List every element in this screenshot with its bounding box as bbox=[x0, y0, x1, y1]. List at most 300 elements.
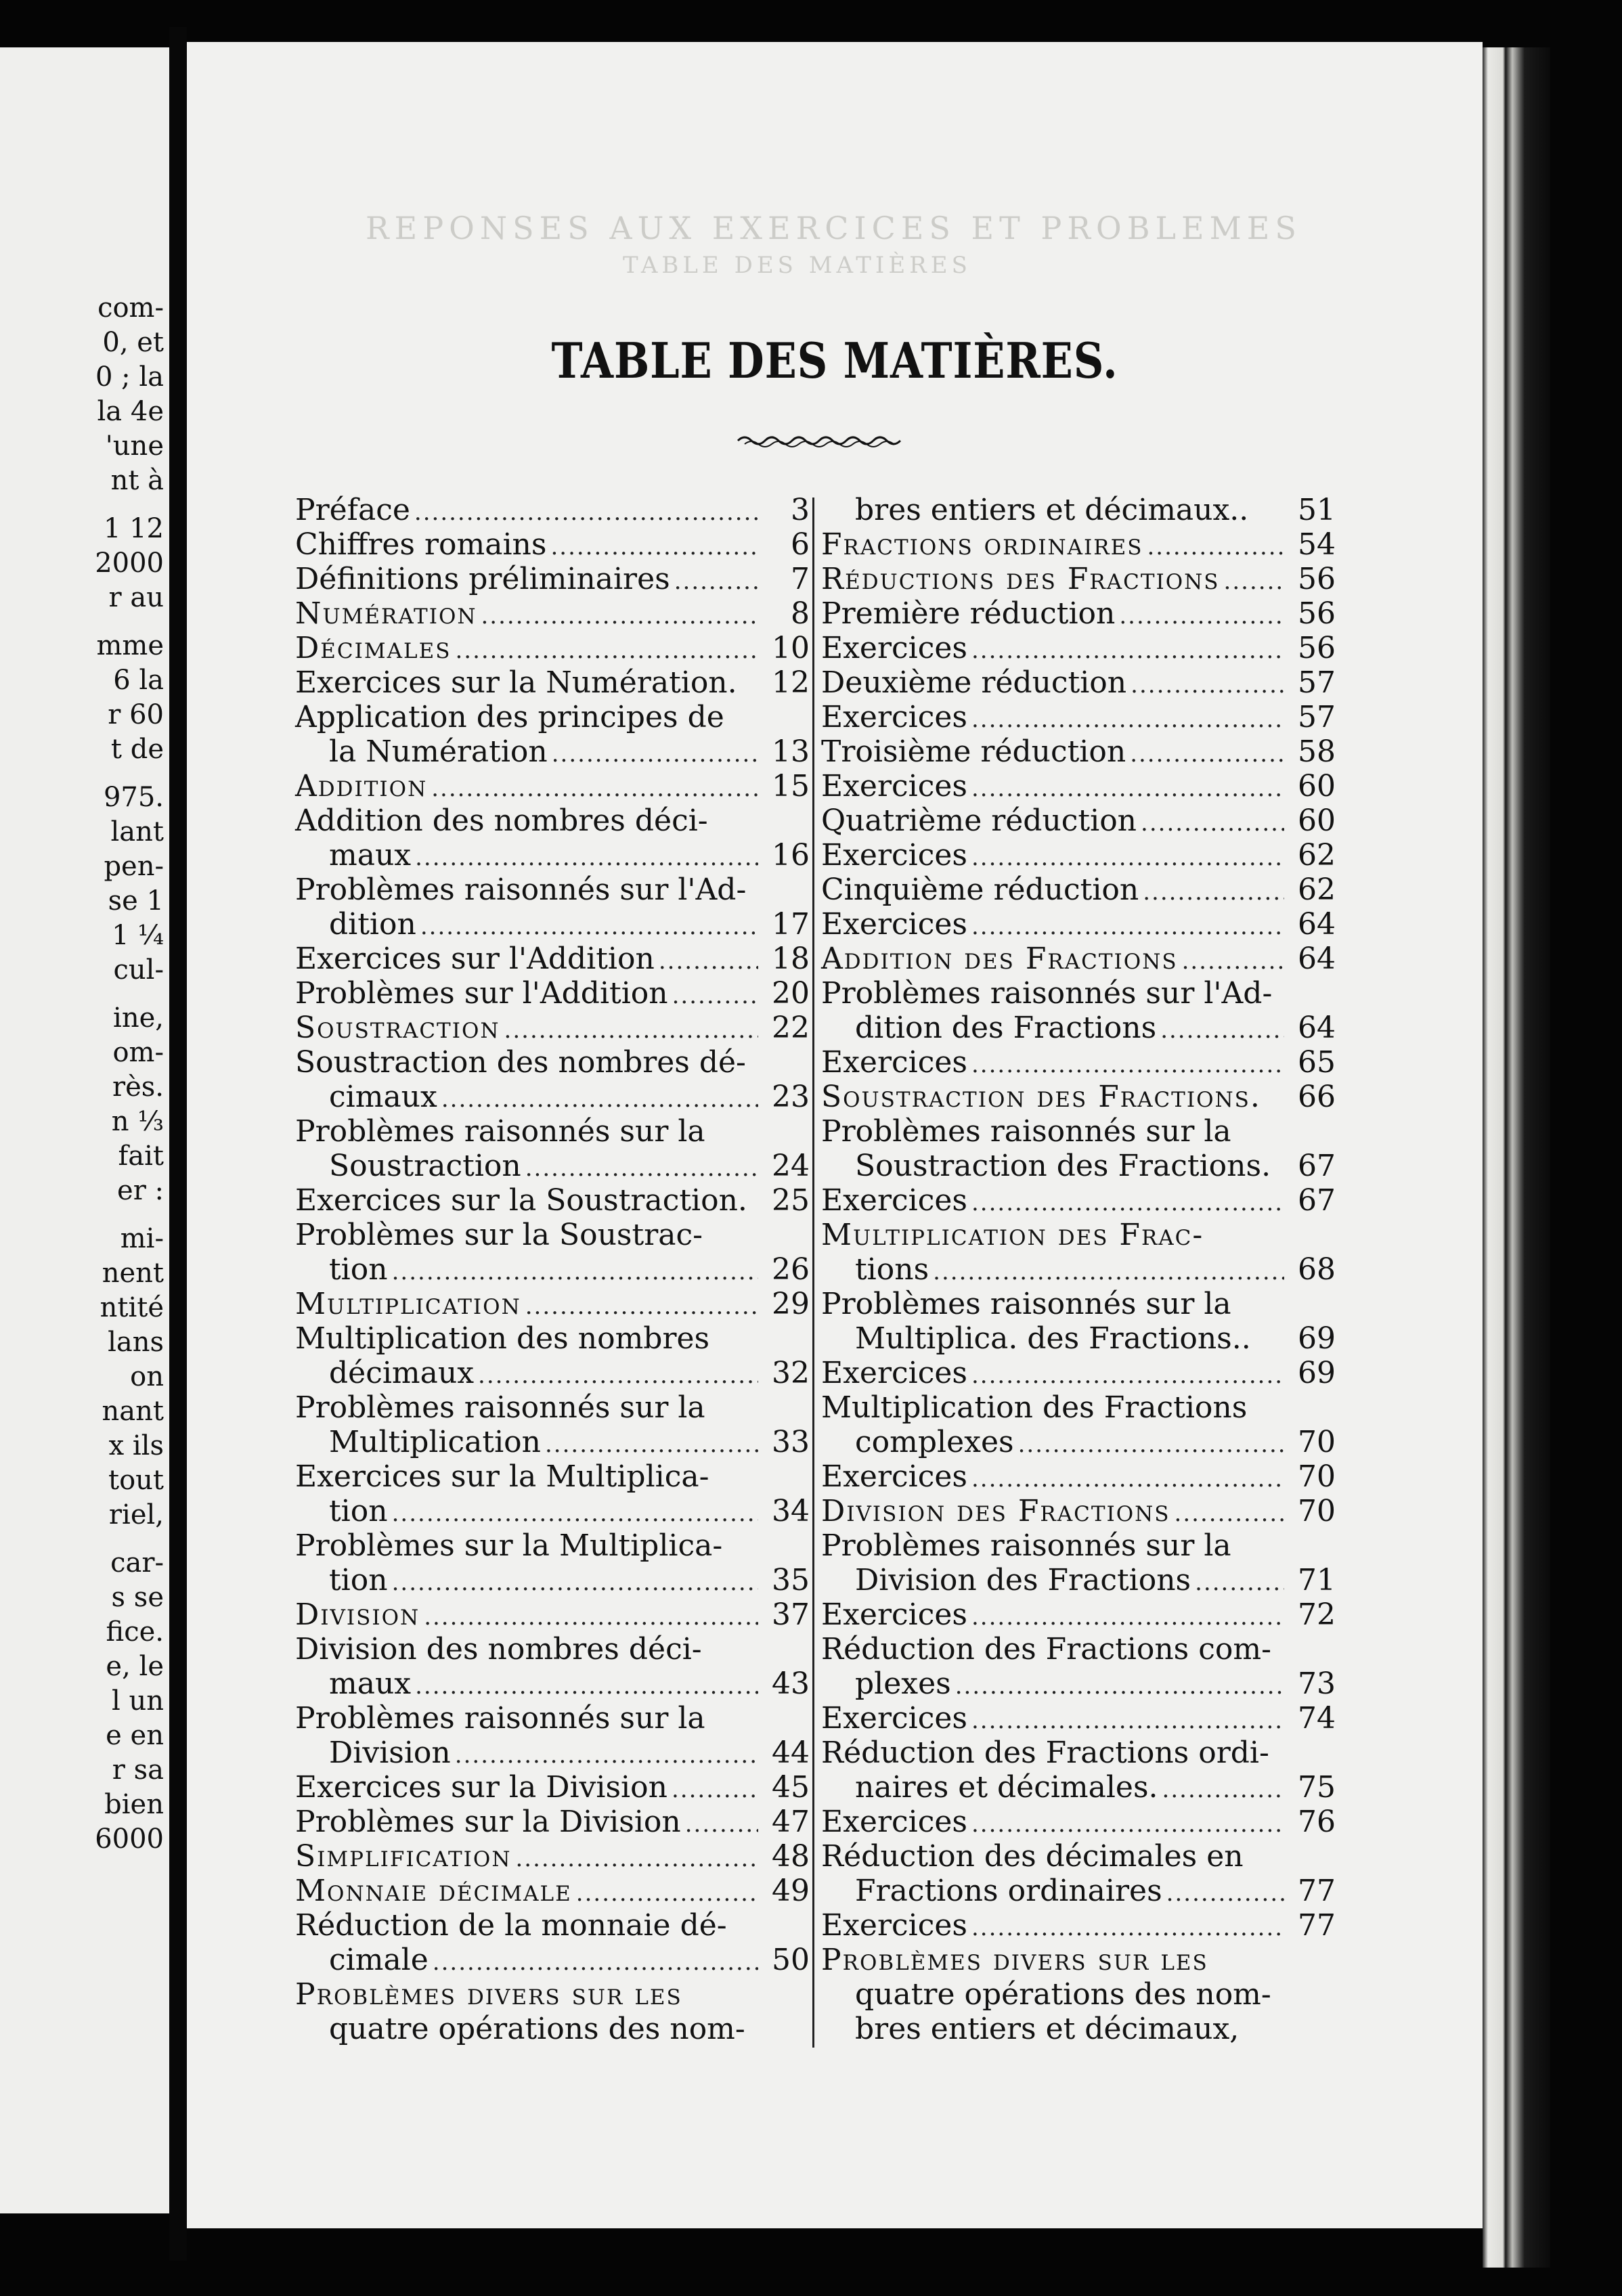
toc-entry bbox=[821, 1701, 1336, 1736]
facing-page-fragment: fait bbox=[118, 1141, 164, 1172]
toc-entry-title: Exercices bbox=[821, 1908, 967, 1943]
facing-page-fragment bbox=[15, 498, 164, 512]
toc-entry-title: tion bbox=[329, 1252, 388, 1287]
toc-entry-page-number: 64 bbox=[1298, 907, 1336, 942]
facing-page-fragment: r sa bbox=[112, 1754, 164, 1786]
toc-entry-page-number: 8 bbox=[791, 596, 810, 631]
toc-entry bbox=[295, 873, 810, 907]
toc-entry-page-number: 24 bbox=[772, 1149, 810, 1183]
toc-leader-dots bbox=[672, 979, 758, 1013]
toc-leader-dots bbox=[545, 1428, 758, 1462]
toc-entry-title: Exercices sur l'Addition bbox=[295, 942, 655, 976]
facing-page-fragment: l un bbox=[111, 1685, 164, 1717]
toc-entry-title: Multiplication des Frac- bbox=[821, 1218, 1204, 1252]
facing-page-fragment: 1 12 bbox=[103, 513, 164, 544]
toc-entry-page-number: 69 bbox=[1298, 1356, 1336, 1390]
toc-entry bbox=[821, 1149, 1336, 1183]
facing-page-fragment bbox=[15, 1532, 164, 1546]
facing-page-fragment: 1 ¼ bbox=[112, 920, 164, 951]
toc-entry bbox=[295, 493, 810, 527]
toc-entry bbox=[821, 1597, 1336, 1632]
toc-entry-page-number: 37 bbox=[772, 1597, 810, 1632]
facing-page-fragment: e en bbox=[106, 1720, 164, 1751]
toc-entry-title: Première réduction bbox=[821, 596, 1116, 631]
facing-page-fragment: nt à bbox=[110, 465, 164, 496]
toc-entry-title: bres entiers et décimaux, bbox=[855, 2012, 1240, 2046]
toc-entry bbox=[821, 1563, 1336, 1597]
facing-page-fragment: n ⅓ bbox=[111, 1106, 164, 1137]
toc-entry-page-number: 6 bbox=[791, 527, 810, 562]
toc-entry-page-number: 45 bbox=[772, 1770, 810, 1805]
toc-leader-dots bbox=[414, 495, 758, 530]
toc-entry bbox=[821, 1632, 1336, 1666]
facing-page-fragment: rès. bbox=[112, 1072, 164, 1103]
facing-page-fragment: er : bbox=[117, 1175, 164, 1206]
toc-entry-title: Problèmes raisonnés sur l'Ad- bbox=[295, 873, 747, 907]
toc-entry-title: Problèmes sur la Soustrac- bbox=[295, 1218, 703, 1252]
toc-entry-page-number: 74 bbox=[1298, 1701, 1336, 1736]
toc-entry-title: Préface bbox=[295, 493, 410, 527]
toc-entry-title: Exercices bbox=[821, 1701, 967, 1736]
toc-entry-page-number: 67 bbox=[1298, 1149, 1336, 1183]
toc-leader-dots bbox=[1018, 1428, 1284, 1462]
facing-page-fragment: se 1 bbox=[108, 885, 164, 917]
facing-page bbox=[0, 47, 169, 2213]
toc-entry-page-number: 3 bbox=[791, 493, 810, 527]
toc-entry bbox=[821, 1045, 1336, 1080]
toc-entry-page-number: 56 bbox=[1298, 596, 1336, 631]
facing-page-fragment: s se bbox=[111, 1582, 164, 1613]
toc-entry bbox=[295, 1045, 810, 1080]
toc-entry-page-number: 77 bbox=[1298, 1908, 1336, 1943]
toc-right-column bbox=[821, 493, 1336, 2046]
toc-entry-title: quatre opérations des nom- bbox=[329, 2012, 745, 2046]
toc-entry-page-number: 69 bbox=[1298, 1321, 1336, 1356]
toc-entry bbox=[821, 1874, 1336, 1908]
facing-page-fragment: 0 ; la bbox=[95, 361, 164, 393]
toc-entry-page-number: 25 bbox=[772, 1183, 810, 1218]
toc-leader-dots bbox=[515, 1842, 758, 1876]
toc-entry bbox=[821, 1114, 1336, 1149]
toc-entry-title: Addition des nombres déci- bbox=[295, 803, 708, 838]
toc-entry-title: Soustraction des nombres dé- bbox=[295, 1045, 746, 1080]
toc-entry bbox=[295, 803, 810, 838]
toc-entry-title: Exercices bbox=[821, 1183, 967, 1218]
toc-leader-dots bbox=[1195, 1566, 1284, 1600]
toc-entry-page-number: 23 bbox=[772, 1080, 810, 1114]
toc-entry bbox=[821, 1494, 1336, 1528]
toc-entry bbox=[295, 1908, 810, 1943]
facing-page-fragment: 6000 bbox=[95, 1824, 164, 1855]
toc-entry-page-number: 12 bbox=[772, 665, 810, 700]
toc-entry-title: Exercices bbox=[821, 1805, 967, 1839]
toc-entry-page-number: 64 bbox=[1298, 942, 1336, 976]
toc-entry-title: Multiplication des Fractions bbox=[821, 1390, 1248, 1425]
page-edge bbox=[1483, 47, 1550, 2268]
toc-entry bbox=[821, 1977, 1336, 2012]
toc-leader-dots bbox=[478, 1359, 758, 1393]
facing-page-fragment: mme bbox=[96, 630, 164, 661]
toc-entry bbox=[295, 1563, 810, 1597]
toc-entry-title: Soustraction bbox=[329, 1149, 521, 1183]
toc-entry-page-number: 76 bbox=[1298, 1805, 1336, 1839]
facing-page-fragment: bien bbox=[104, 1789, 164, 1820]
toc-entry bbox=[295, 1252, 810, 1287]
toc-leader-dots bbox=[481, 599, 759, 634]
toc-entry bbox=[295, 562, 810, 596]
facing-page-fragment: nant bbox=[102, 1396, 164, 1427]
toc-entry-page-number: 77 bbox=[1298, 1874, 1336, 1908]
toc-entry-title: Division des Fractions bbox=[855, 1563, 1191, 1597]
facing-page-fragment: on bbox=[130, 1361, 164, 1392]
toc-entry-title: Définitions préliminaires bbox=[295, 562, 670, 596]
facing-page-fragment: 6 la bbox=[113, 665, 164, 696]
toc-entry-title: Problèmes sur l'Addition bbox=[295, 976, 668, 1011]
facing-page-fragment: 'une bbox=[105, 430, 164, 462]
toc-entry-page-number: 70 bbox=[1298, 1494, 1336, 1528]
toc-leader-dots bbox=[1131, 668, 1284, 703]
toc-entry bbox=[821, 769, 1336, 803]
toc-entry-title: Exercices bbox=[821, 838, 967, 873]
toc-entry-page-number: 22 bbox=[772, 1011, 810, 1045]
toc-entry-title: Problèmes raisonnés sur la bbox=[295, 1114, 705, 1149]
toc-entry-page-number: 56 bbox=[1298, 562, 1336, 596]
toc-entry bbox=[295, 1874, 810, 1908]
toc-entry bbox=[295, 1770, 810, 1805]
toc-leader-dots bbox=[504, 1013, 758, 1048]
toc-leader-dots bbox=[971, 634, 1284, 668]
toc-entry bbox=[821, 596, 1336, 631]
toc-entry-title: Exercices bbox=[821, 631, 967, 665]
toc-entry-page-number: 35 bbox=[772, 1563, 810, 1597]
toc-entry-title: Exercices bbox=[821, 1045, 967, 1080]
toc-entry-title: Exercices bbox=[821, 907, 967, 942]
toc-leader-dots bbox=[431, 772, 758, 806]
toc-entry bbox=[295, 1425, 810, 1459]
toc-entry-title: Addition bbox=[295, 769, 428, 803]
toc-leader-dots bbox=[971, 910, 1284, 944]
title-ornament bbox=[735, 430, 904, 451]
toc-entry-page-number: 58 bbox=[1298, 734, 1336, 769]
toc-leader-dots bbox=[420, 910, 758, 944]
toc-entry-title: cimaux bbox=[329, 1080, 437, 1114]
toc-leader-dots bbox=[1130, 737, 1284, 772]
toc-entry bbox=[295, 1632, 810, 1666]
toc-entry-page-number: 57 bbox=[1298, 700, 1336, 734]
toc-entry-page-number: 72 bbox=[1298, 1597, 1336, 1632]
toc-leader-dots bbox=[455, 1738, 758, 1773]
toc-leader-dots bbox=[576, 1876, 758, 1911]
toc-entry bbox=[821, 734, 1336, 769]
facing-page-fragment: mi- bbox=[120, 1223, 164, 1254]
toc-entry-title: Exercices bbox=[821, 1459, 967, 1494]
toc-entry bbox=[295, 838, 810, 873]
toc-entry-title: Problèmes raisonnés sur la bbox=[821, 1528, 1231, 1563]
toc-entry bbox=[821, 1805, 1336, 1839]
toc-entry-title: Cinquième réduction bbox=[821, 873, 1139, 907]
toc-entry-page-number: 62 bbox=[1298, 838, 1336, 873]
toc-leader-dots bbox=[415, 841, 758, 875]
toc-entry-title: Multiplication bbox=[295, 1287, 521, 1321]
toc-entry-title: Réduction des Fractions ordi- bbox=[821, 1736, 1269, 1770]
facing-page-fragment: fice. bbox=[106, 1616, 164, 1648]
toc-entry bbox=[821, 1356, 1336, 1390]
toc-entry bbox=[295, 1666, 810, 1701]
toc-entry-title: Division des Fractions bbox=[821, 1494, 1170, 1528]
toc-entry bbox=[295, 1943, 810, 1977]
toc-leader-dots bbox=[971, 1048, 1284, 1082]
toc-entry bbox=[821, 493, 1336, 527]
toc-entry-page-number: 29 bbox=[772, 1287, 810, 1321]
toc-leader-dots bbox=[424, 1600, 758, 1635]
toc-entry-title: Division bbox=[329, 1736, 451, 1770]
toc-entry bbox=[295, 1528, 810, 1563]
toc-entry-title: Exercices bbox=[821, 700, 967, 734]
toc-entry-title: Soustraction bbox=[295, 1011, 500, 1045]
toc-entry-page-number: 15 bbox=[772, 769, 810, 803]
facing-page-fragment: x ils bbox=[108, 1430, 164, 1461]
facing-page-fragment bbox=[15, 988, 164, 1001]
toc-entry bbox=[295, 1080, 810, 1114]
toc-leader-dots bbox=[971, 1462, 1284, 1497]
toc-entry-title: Exercices bbox=[821, 1597, 967, 1632]
bleed-through-line-1: REPONSES AUX EXERCICES ET PROBLEMES bbox=[366, 210, 1302, 246]
toc-entry bbox=[821, 1425, 1336, 1459]
toc-entry-title: Application des principes de bbox=[295, 700, 724, 734]
toc-leader-dots bbox=[1160, 1013, 1284, 1048]
toc-entry-title: Problèmes raisonnés sur la bbox=[821, 1114, 1231, 1149]
toc-entry-title: Quatrième réduction bbox=[821, 803, 1137, 838]
toc-entry bbox=[295, 1736, 810, 1770]
toc-entry bbox=[295, 527, 810, 562]
toc-entry-page-number: 48 bbox=[772, 1839, 810, 1874]
toc-entry bbox=[295, 596, 810, 631]
toc-leader-dots bbox=[441, 1082, 758, 1117]
toc-entry bbox=[821, 1736, 1336, 1770]
facing-page-text bbox=[15, 291, 164, 1857]
toc-entry-page-number: 70 bbox=[1298, 1459, 1336, 1494]
toc-entry bbox=[295, 1701, 810, 1736]
toc-entry-title: Problèmes sur la Division bbox=[295, 1805, 681, 1839]
facing-page-fragment: la 4e bbox=[97, 396, 164, 427]
toc-entry-page-number: 13 bbox=[772, 734, 810, 769]
toc-entry-page-number: 17 bbox=[772, 907, 810, 942]
toc-entry bbox=[295, 769, 810, 803]
toc-leader-dots bbox=[1119, 599, 1284, 634]
toc-entry bbox=[821, 803, 1336, 838]
toc-entry-page-number: 56 bbox=[1298, 631, 1336, 665]
toc-entry-page-number: 20 bbox=[772, 976, 810, 1011]
toc-entry-page-number: 34 bbox=[772, 1494, 810, 1528]
toc-entry bbox=[821, 1390, 1336, 1425]
toc-entry-title: tion bbox=[329, 1563, 388, 1597]
toc-entry-title: cimale bbox=[329, 1943, 429, 1977]
toc-entry-title: Multiplica. des Fractions.. bbox=[855, 1321, 1251, 1356]
facing-page-fragment: cul- bbox=[113, 954, 164, 986]
toc-entry bbox=[295, 631, 810, 665]
facing-page-fragment: ine, bbox=[113, 1002, 164, 1034]
facing-page-fragment: 2000 bbox=[95, 548, 164, 579]
toc-entry bbox=[295, 1459, 810, 1494]
toc-leader-dots bbox=[525, 1289, 758, 1324]
toc-entry-title: la Numération bbox=[329, 734, 548, 769]
toc-entry-title: Simplification bbox=[295, 1839, 512, 1874]
facing-page-fragment: nent bbox=[102, 1258, 164, 1289]
toc-entry-page-number: 7 bbox=[791, 562, 810, 596]
toc-leader-dots bbox=[525, 1151, 758, 1186]
toc-entry bbox=[821, 942, 1336, 976]
toc-entry bbox=[821, 1839, 1336, 1874]
toc-leader-dots bbox=[971, 1186, 1284, 1220]
facing-page-fragment: pen- bbox=[104, 851, 164, 882]
facing-page-fragment: lans bbox=[108, 1327, 164, 1358]
toc-entry-page-number: 32 bbox=[772, 1356, 810, 1390]
bleed-through-line-2: TABLE DES MATIÈRES bbox=[623, 252, 971, 279]
toc-entry-page-number: 49 bbox=[772, 1874, 810, 1908]
toc-entry bbox=[821, 1943, 1336, 1977]
toc-entry bbox=[821, 873, 1336, 907]
toc-entry-title: Exercices bbox=[821, 769, 967, 803]
toc-entry bbox=[295, 1011, 810, 1045]
toc-entry-page-number: 73 bbox=[1298, 1666, 1336, 1701]
toc-entry bbox=[295, 1597, 810, 1632]
toc-leader-dots bbox=[552, 737, 758, 772]
toc-entry-page-number: 47 bbox=[772, 1805, 810, 1839]
toc-entry bbox=[821, 1218, 1336, 1252]
toc-entry-title: Deuxième réduction bbox=[821, 665, 1127, 700]
toc-leader-dots bbox=[971, 1600, 1284, 1635]
toc-entry-title: plexes bbox=[855, 1666, 951, 1701]
toc-entry bbox=[821, 1528, 1336, 1563]
toc-entry bbox=[821, 1666, 1336, 1701]
toc-entry bbox=[821, 838, 1336, 873]
facing-page-fragment: riel, bbox=[108, 1499, 164, 1530]
toc-entry-page-number: 18 bbox=[772, 942, 810, 976]
toc-entry-page-number: 71 bbox=[1298, 1563, 1336, 1597]
facing-page-fragment bbox=[15, 615, 164, 629]
toc-entry bbox=[295, 1805, 810, 1839]
toc-entry bbox=[295, 2012, 810, 2046]
toc-entry-title: Exercices bbox=[821, 1356, 967, 1390]
toc-entry bbox=[821, 562, 1336, 596]
toc-entry-title: Soustraction des Fractions. bbox=[821, 1080, 1261, 1114]
toc-entry-page-number: 57 bbox=[1298, 665, 1336, 700]
toc-leader-dots bbox=[971, 772, 1284, 806]
toc-entry-title: Problèmes raisonnés sur la bbox=[295, 1390, 705, 1425]
toc-entry-title: Fractions ordinaires bbox=[821, 527, 1143, 562]
toc-entry-title: Chiffres romains bbox=[295, 527, 547, 562]
toc-entry-page-number: 60 bbox=[1298, 803, 1336, 838]
toc-leader-dots bbox=[672, 1773, 758, 1807]
toc-entry bbox=[295, 1218, 810, 1252]
toc-entry-page-number: 54 bbox=[1298, 527, 1336, 562]
toc-entry-title: naires et décimales. bbox=[855, 1770, 1158, 1805]
toc-leader-dots bbox=[955, 1669, 1284, 1704]
toc-entry bbox=[821, 665, 1336, 700]
toc-leader-dots bbox=[1143, 875, 1284, 910]
toc-entry-title: Division des nombres déci- bbox=[295, 1632, 702, 1666]
toc-entry-title: Multiplication des nombres bbox=[295, 1321, 710, 1356]
toc-leader-dots bbox=[1166, 1876, 1284, 1911]
facing-page-fragment bbox=[15, 1208, 164, 1222]
bleed-through-text bbox=[366, 210, 1381, 279]
toc-entry bbox=[295, 1390, 810, 1425]
toc-entry bbox=[821, 1011, 1336, 1045]
toc-entry bbox=[295, 1114, 810, 1149]
toc-entry bbox=[821, 1252, 1336, 1287]
toc-entry-page-number: 26 bbox=[772, 1252, 810, 1287]
toc-entry-title: Exercices sur la Multiplica- bbox=[295, 1459, 709, 1494]
toc-entry bbox=[295, 907, 810, 942]
toc-entry-page-number: 33 bbox=[772, 1425, 810, 1459]
toc-entry bbox=[821, 976, 1336, 1011]
toc-leader-dots bbox=[1224, 565, 1284, 599]
toc-entry-title: Exercices sur la Numération. bbox=[295, 665, 737, 700]
toc-entry bbox=[295, 734, 810, 769]
toc-entry-title: Fractions ordinaires bbox=[855, 1874, 1162, 1908]
facing-page-fragment: om- bbox=[112, 1037, 164, 1068]
toc-entry-title: décimaux bbox=[329, 1356, 475, 1390]
toc-entry-page-number: 44 bbox=[772, 1736, 810, 1770]
toc-entry-title: Décimales bbox=[295, 631, 452, 665]
toc-leader-dots bbox=[685, 1807, 758, 1842]
toc-leader-dots bbox=[392, 1255, 758, 1289]
toc-entry bbox=[821, 1080, 1336, 1114]
toc-leader-dots bbox=[1182, 944, 1284, 979]
toc-entry-page-number: 60 bbox=[1298, 769, 1336, 803]
toc-leader-dots bbox=[674, 565, 758, 599]
toc-entry bbox=[821, 907, 1336, 942]
toc-entry-page-number: 51 bbox=[1298, 493, 1336, 527]
toc-entry-title: Problèmes raisonnés sur l'Ad- bbox=[821, 976, 1273, 1011]
toc-leader-dots bbox=[971, 703, 1284, 737]
facing-page-fragment: e, le bbox=[106, 1651, 164, 1682]
toc-entry-title: Réduction des décimales en bbox=[821, 1839, 1244, 1874]
facing-page-fragment: r au bbox=[108, 582, 164, 613]
toc-entry-title: bres entiers et décimaux.. bbox=[855, 493, 1249, 527]
toc-entry-page-number: 16 bbox=[772, 838, 810, 873]
toc-leader-dots bbox=[392, 1566, 758, 1600]
toc-entry-page-number: 64 bbox=[1298, 1011, 1336, 1045]
toc-entry-page-number: 68 bbox=[1298, 1252, 1336, 1287]
facing-page-fragment: ntité bbox=[100, 1292, 164, 1323]
toc-entry bbox=[821, 631, 1336, 665]
facing-page-fragment: 975. bbox=[103, 782, 164, 813]
facing-page-fragment: 0, et bbox=[102, 327, 164, 358]
toc-leader-dots bbox=[550, 530, 758, 565]
toc-entry-page-number: 66 bbox=[1298, 1080, 1336, 1114]
toc-entry bbox=[295, 976, 810, 1011]
toc-entry-title: maux bbox=[329, 838, 412, 873]
toc-leader-dots bbox=[1147, 530, 1284, 565]
toc-entry bbox=[295, 665, 810, 700]
toc-entry bbox=[295, 1356, 810, 1390]
toc-entry-title: quatre opérations des nom- bbox=[855, 1977, 1271, 2012]
toc-entry bbox=[821, 1908, 1336, 1943]
toc-entry bbox=[295, 942, 810, 976]
toc-leader-dots bbox=[392, 1497, 758, 1531]
toc-entry-title: Problèmes raisonnés sur la bbox=[821, 1287, 1231, 1321]
book-gutter bbox=[169, 27, 187, 2261]
facing-page-fragment: com- bbox=[97, 292, 164, 324]
toc-entry bbox=[295, 1149, 810, 1183]
toc-leader-dots bbox=[1141, 806, 1284, 841]
toc-entry bbox=[295, 1183, 810, 1218]
toc-leader-dots bbox=[971, 1359, 1284, 1393]
toc-entry bbox=[295, 1494, 810, 1528]
toc-entry bbox=[295, 1321, 810, 1356]
toc-entry-page-number: 10 bbox=[772, 631, 810, 665]
